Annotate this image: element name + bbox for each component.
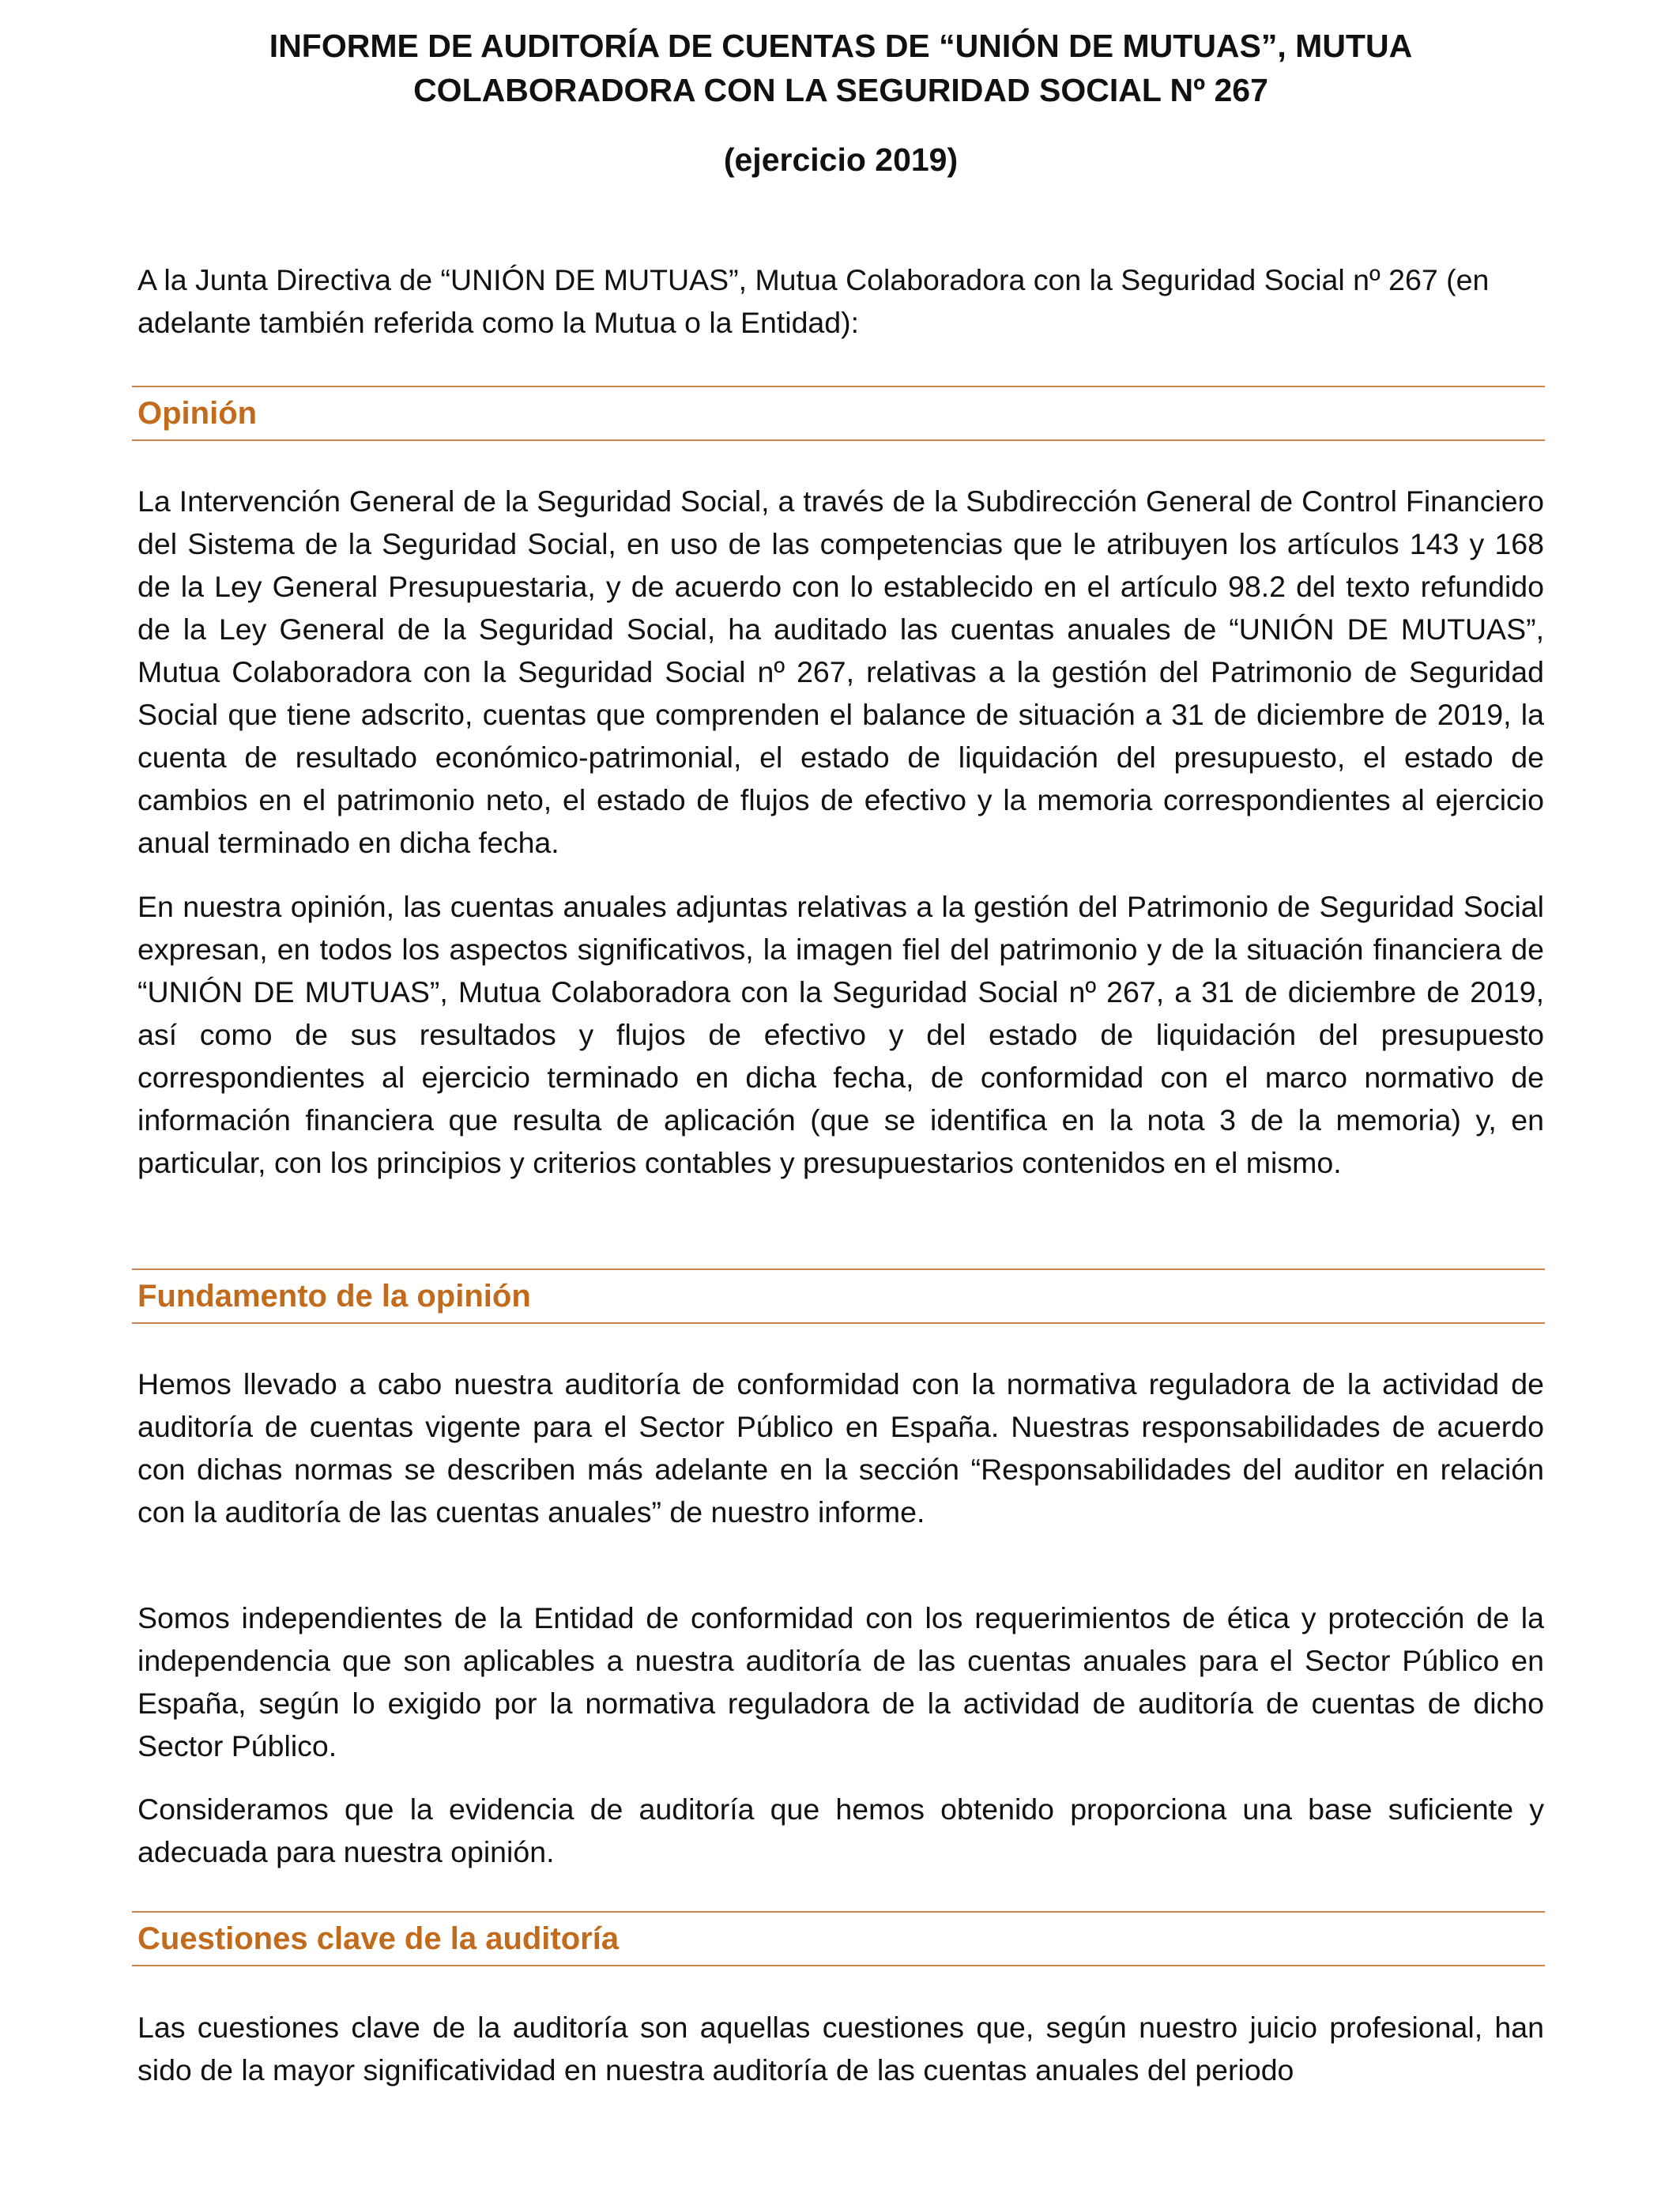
fundamento-paragraph-2: Somos independientes de la Entidad de conformidad con los requerimientos de ética y protección de la independencia que son aplicables a nuestra auditoría de las cuentas anuales para el Sector Público en España, según lo exigido por la normativa reguladora de la actividad de auditoría de cuentas de dicho Sector Público. xyxy=(137,1601,1544,1762)
section-title-cuestiones: Cuestiones clave de la auditoría xyxy=(137,1921,620,1956)
addressee-paragraph: A la Junta Directiva de “UNIÓN DE MUTUAS”, Mutua Colaboradora con la Seguridad Social nº 267 (en adelante también referida como la Mutua o la Entidad): xyxy=(137,263,1490,339)
section-heading-opinion xyxy=(132,386,1545,441)
report-title-year: (ejercicio 2019) xyxy=(723,141,959,178)
report-title-line-1: INFORME DE AUDITORÍA DE CUENTAS DE “UNIÓN DE MUTUAS”, MUTUA xyxy=(269,28,1413,64)
opinion-paragraph-2: En nuestra opinión, las cuentas anuales adjuntas relativas a la gestión del Patrimonio de Seguridad Social expresan, en todos los aspectos significativos, la imagen fiel del patrimonio y de la situación financiera de “UNIÓN DE MUTUAS”, Mutua Colaboradora con la Seguridad Social nº 267, a 31 de diciembre de 2019, así como de sus resultados y flujos de efectivo y del estado de liquidación del presupuesto correspondientes al ejercicio terminado en dicha fecha, de conformidad con el marco normativo de información financiera que resulta de aplicación (que se identifica en la nota 3 de la memoria) y, en particular, con los principios y criterios contables y presupuestarios contenidos en el mismo. xyxy=(137,890,1544,1179)
section-heading-fundamento xyxy=(132,1269,1545,1324)
opinion-paragraph-1: La Intervención General de la Seguridad Social, a través de la Subdirección General de Control Financiero del Sistema de la Seguridad Social, en uso de las competencias que le atribuyen los artículos 143 y 168 de la Ley General Presupuestaria, y de acuerdo con lo establecido en el artículo 98.2 del texto refundido de la Ley General de la Seguridad Social, ha auditado las cuentas anuales de “UNIÓN DE MUTUAS”, Mutua Colaboradora con la Seguridad Social nº 267, relativas a la gestión del Patrimonio de Seguridad Social que tiene adscrito, cuentas que comprenden el balance de situación a 31 de diciembre de 2019, la cuenta de resultado económico-patrimonial, el estado de liquidación del presupuesto, el estado de cambios en el patrimonio neto, el estado de flujos de efectivo y la memoria correspondientes al ejercicio anual terminado en dicha fecha. xyxy=(137,484,1544,859)
section-title-fundamento: Fundamento de la opinión xyxy=(137,1279,531,1314)
fundamento-paragraph-1: Hemos llevado a cabo nuestra auditoría de conformidad con la normativa reguladora de la actividad de auditoría de cuentas vigente para el Sector Público en España. Nuestras responsabilidades de acuerdo con dichas normas se describen más adelante en la sección “Responsabilidades del auditor en relación con la auditoría de las cuentas anuales” de nuestro informe. xyxy=(137,1367,1544,1529)
section-title-opinion: Opinión xyxy=(137,396,258,431)
fundamento-paragraph-3: Consideramos que la evidencia de auditoría que hemos obtenido proporciona una base suficiente y adecuada para nuestra opinión. xyxy=(137,1793,1544,1868)
report-title-line-2: COLABORADORA CON LA SEGURIDAD SOCIAL Nº 267 xyxy=(413,72,1268,108)
section-heading-cuestiones xyxy=(132,1911,1545,1966)
cuestiones-paragraph-1: Las cuestiones clave de la auditoría son aquellas cuestiones que, según nuestro juicio profesional, han sido de la mayor significatividad en nuestra auditoría de las cuentas anuales del periodo xyxy=(137,2011,1544,2087)
